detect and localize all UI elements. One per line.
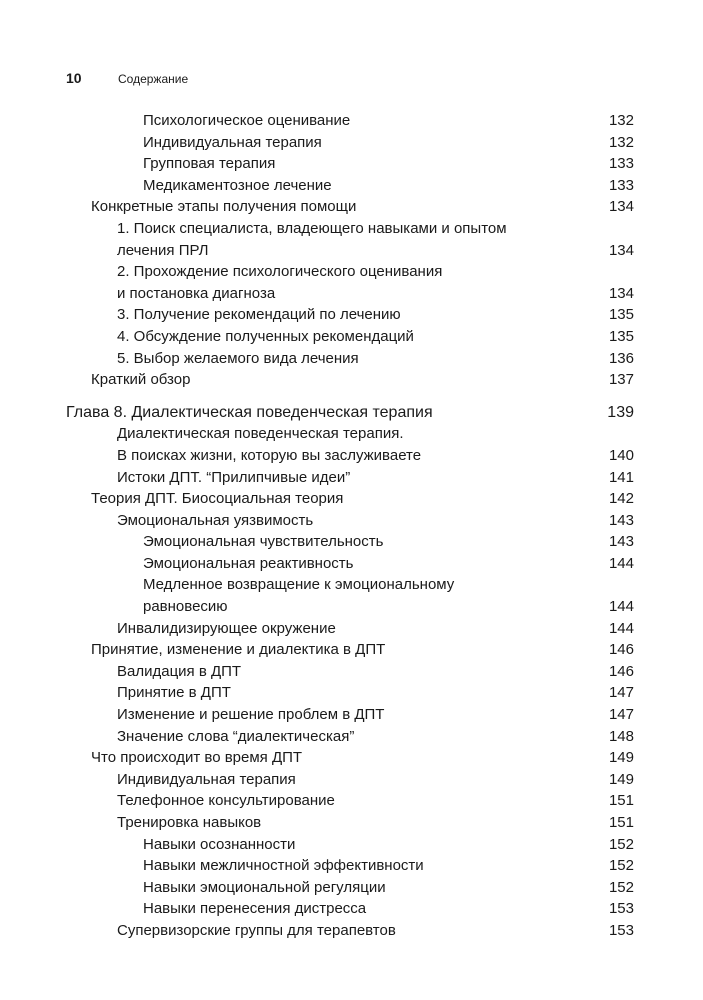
toc-entry-page: 137 [608,371,634,389]
toc-entry-title: Навыки межличностной эффективности [143,857,424,875]
toc-entry-title: Навыки эмоциональной регуляции [143,878,386,896]
toc-entry-page: 143 [608,511,634,529]
toc-entry-page: 134 [608,241,634,259]
toc-entry-title: Эмоциональная чувствительность [143,533,384,551]
toc-entry[interactable] [0,898,703,920]
toc-entry-page: 141 [608,468,634,486]
toc-entry-title: равновесию [143,598,228,616]
toc-entry[interactable] [0,467,703,489]
toc-entry-page: 134 [608,284,634,302]
toc-entry[interactable] [0,704,703,726]
toc-entry-page: 136 [608,349,634,367]
toc-entry[interactable] [0,261,703,283]
toc-entry-page: 151 [608,792,634,810]
toc-entry-title: Глава 8. Диалектическая поведенческая терапия [66,403,433,421]
toc-entry[interactable] [0,769,703,791]
toc-entry-title: и постановка диагноза [117,284,276,302]
page-number: 10 [66,70,82,86]
toc-entry[interactable] [0,834,703,856]
toc-entry-page: 146 [608,662,634,680]
toc-entry-title: Телефонное консультирование [117,792,335,810]
toc-entry-title: Изменение и решение проблем в ДПТ [117,706,385,724]
toc-entry-title: Медикаментозное лечение [143,176,332,194]
toc-entry-page: 152 [608,857,634,875]
toc-entry[interactable] [0,877,703,899]
toc-entry-page: 149 [608,749,634,767]
toc-entry-title: Супервизорские группы для терапевтов [117,921,396,939]
toc-entry-page: 139 [607,403,634,421]
running-title: Содержание [118,72,189,86]
toc-entry-page: 132 [608,133,634,151]
toc-entry[interactable] [0,326,703,348]
toc-entry-title: Диалектическая поведенческая терапия. [117,425,404,443]
toc-entry-title: Индивидуальная терапия [117,770,296,788]
toc-entry-title: лечения ПРЛ [117,241,209,259]
toc-entry-page: 153 [608,921,634,939]
toc-entry[interactable] [0,574,703,596]
toc-entry-title: 3. Получение рекомендаций по лечению [117,306,401,324]
toc-entry[interactable] [0,283,703,305]
toc-entry-title: Истоки ДПТ. “Прилипчивые идеи” [117,468,351,486]
toc-entry[interactable] [0,304,703,326]
toc-entry-title: Психологическое оценивание [143,112,351,129]
toc-entry-page: 152 [608,835,634,853]
toc-entry[interactable] [0,747,703,769]
toc-entry[interactable] [0,348,703,370]
toc-entry-page: 148 [608,727,634,745]
toc-entry-page: 146 [608,641,634,659]
toc-entry[interactable] [0,920,703,942]
toc-entry[interactable] [0,153,703,175]
toc-entry[interactable] [0,726,703,748]
toc-entry-page: 132 [608,112,634,129]
toc-entry[interactable] [0,596,703,618]
toc-entry-page: 140 [608,446,634,464]
toc-entry[interactable] [0,240,703,262]
toc-entry-title: 5. Выбор желаемого вида лечения [117,349,359,367]
toc-entry[interactable] [0,369,703,391]
toc-entry[interactable] [0,855,703,877]
toc-entry-page: 135 [608,327,634,345]
toc-chapter-entry[interactable] [0,402,703,424]
toc-entry-page: 142 [608,490,634,508]
toc-entry-title: Теория ДПТ. Биосоциальная теория [91,490,344,508]
page-header [66,70,188,86]
toc-entry-page: 149 [608,770,634,788]
toc-entry-title: Эмоциональная реактивность [143,554,354,572]
toc-entry-title: Значение слова “диалектическая” [117,727,355,745]
toc-entry-title: Принятие, изменение и диалектика в ДПТ [91,641,386,659]
toc-entry[interactable] [0,110,703,132]
toc-entry-page: 147 [608,706,634,724]
toc-entry-page: 135 [608,306,634,324]
toc-entry-title: 2. Прохождение психологического оценивания [117,263,443,281]
toc-entry-title: Навыки осознанности [143,835,296,853]
toc-entry-page: 134 [608,198,634,216]
toc-entry-title: Тренировка навыков [117,814,262,831]
toc-entry-title: Краткий обзор [91,371,191,389]
toc-entry-title: Валидация в ДПТ [117,662,242,680]
toc-entry[interactable] [0,812,703,834]
toc-entry-title: Конкретные этапы получения помощи [91,198,357,216]
toc-entry[interactable] [0,445,703,467]
toc-entry[interactable] [0,132,703,154]
toc-entry-title: Что происходит во время ДПТ [91,749,303,767]
table-of-contents [0,110,703,942]
toc-entry[interactable] [0,682,703,704]
toc-entry[interactable] [0,790,703,812]
toc-entry-page: 152 [608,878,634,896]
toc-entry-title: Индивидуальная терапия [143,133,322,151]
toc-entry[interactable] [0,618,703,640]
toc-entry-page: 133 [608,176,634,194]
toc-entry[interactable] [0,510,703,532]
toc-entry-title: Групповая терапия [143,155,276,173]
toc-entry-page: 147 [608,684,634,702]
toc-entry[interactable] [0,218,703,240]
toc-entry-title: Навыки перенесения дистресса [143,900,367,918]
toc-entry[interactable] [0,175,703,197]
toc-entry-title: Принятие в ДПТ [117,684,231,702]
toc-entry-title: В поисках жизни, которую вы заслуживаете [117,446,422,464]
toc-entry-page: 143 [608,533,634,551]
toc-entry-page: 144 [608,619,634,637]
toc-entry-title: Эмоциональная уязвимость [117,511,314,529]
toc-entry[interactable] [0,639,703,661]
toc-entry-page: 133 [608,155,634,173]
toc-entry-title: 4. Обсуждение полученных рекомендаций [117,327,414,345]
toc-entry[interactable] [0,531,703,553]
toc-entry-page: 151 [608,814,634,831]
toc-entry-page: 153 [608,900,634,918]
toc-entry[interactable] [0,488,703,510]
toc-entry[interactable] [0,196,703,218]
toc-entry-title: Инвалидизирующее окружение [117,619,336,637]
toc-entry-title: 1. Поиск специалиста, владеющего навыками и опытом [117,219,507,237]
section-spacer [0,391,703,402]
toc-entry-page: 144 [608,554,634,572]
toc-entry-page: 144 [608,598,634,616]
toc-entry[interactable] [0,423,703,445]
toc-entry[interactable] [0,553,703,575]
toc-entry[interactable] [0,661,703,683]
toc-entry-title: Медленное возвращение к эмоциональному [143,576,455,594]
